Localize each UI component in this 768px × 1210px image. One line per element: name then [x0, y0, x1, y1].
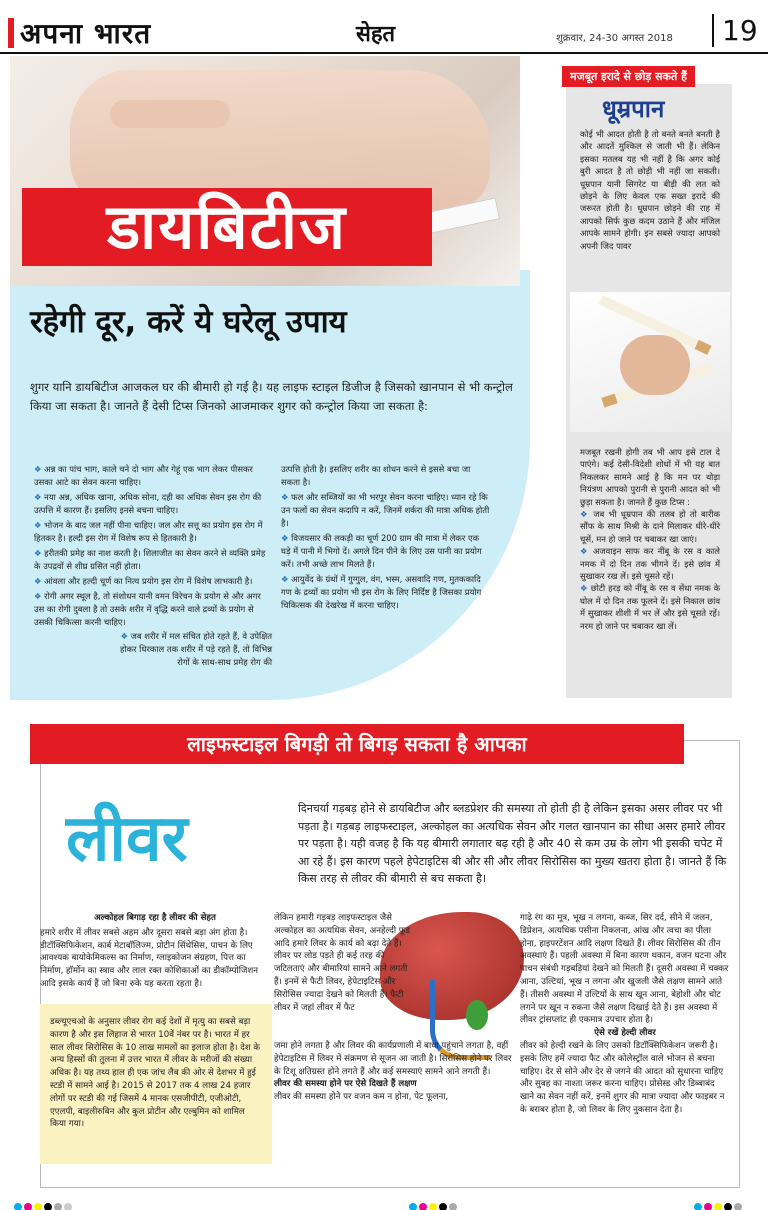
page-number: 19 — [712, 14, 758, 47]
liver-headline: लीवर — [66, 802, 188, 876]
sidebar-tip: ❖ अजवाइन साफ कर नींबू के रस व काले नमक में दो दिन तक भीगने दें। इसे छांव में सुखाकर रख लें। इसे चूसते रहें। — [580, 546, 720, 582]
tips-column-b — [281, 463, 491, 614]
tip-item: ❖ रोगी अगर स्थूल है, तो संशोधन यानी वमन विरेचन के प्रयोग से और अगर उस का रोगी दुबला है तो उसके शरीर में वृद्धि करने वाले द्रव्यों के प्रयोग से उसकी चिकित्सा करनी चाहिए। — [34, 591, 261, 627]
tip-item: ❖ आंवला और हल्दी चूर्ण का नित्य प्रयोग इस रोग में विशेष लाभकारी है। — [34, 576, 253, 586]
gallbladder-illustration — [466, 1000, 488, 1030]
tip-item: ❖ हरीतकी प्रमेह का नाश करती है। शिलाजीत का सेवन करने से व्यक्ति प्रमेह के उपद्रवों से शीघ्र ग्रसित नहीं होता। — [34, 548, 266, 571]
tip-item: ❖ नया अन्न, अधिक खाना, अधिक सोना, दही का अधिक सेवन इस रोग की उत्पत्ति में कारण हैं। इसलिए इनसे बचना चाहिए। — [34, 492, 262, 515]
liver-column-1 — [40, 912, 270, 991]
sidebar-paragraph: कोई भी आदत होती है तो बनते बनते बनती है और आदतें मुश्किल से जाती भी हैं। लेकिन इसका मतलब यह भी नहीं है कि अगर कोई बुरी आदत है तो छोड़ी भी नहीं जा सकती। धूम्रपान यानी सिगरेट या बीड़ी की लत को छोड़ने के लिए केवल एक सख्त इरादे की जरूरत होती है। धूम्रपान छोड़ने की राह में आपको सिर्फ कुछ कदम उठाने हैं और मंजिल आपके सामने होगी। इन सबसे ज्यादा आपको अपनी जिद पावर — [580, 129, 720, 251]
liver-col3-text: गाढ़े रंग का मूत्र, भूख न लगना, कब्ज, सिर दर्द, सीने में जलन, डिप्रेशन, अत्यधिक पसीना निकलना, आंख और त्वचा का पीला होना, हाइपरटेंशन आदि लक्षण दिखते हैं। लीवर सिरोसिस की तीन अवस्थाएं हैं। पहली अवस्था में बिना कारण थकान, वजन घटना और पाचन संबंधी गड़बड़ियां देखने को मिलती हैं। दूसरी अवस्था में चक्कर आना, उल्टियां, भूख न लगना और खुजली जैसे लक्षण सामने आते हैं। तीसरी अवस्था में उल्टियों के साथ खून आना, बेहोशी और चोट लगने पर खून न रुकना जैसे लक्षण दिखाई देते हैं। इस अवस्था में लीवर ट्रांसप्लांट ही एकमात्र उपचार होता है। — [520, 913, 729, 1026]
print-registration-marks — [0, 1196, 768, 1206]
liver-stats-box: डब्ल्यूएचओ के अनुसार लीवर रोग कई देशों में मृत्यु का सबसे बड़ा कारण है और इस लिहाज से भारत 10वें नंबर पर है। भारत में हर साल लीवर सिरोसिस के 10 लाख मामलों का इलाज होता है। देश के अन्य हिस्सों की तुलना में उत्तर भारत में लीवर के मरीजों की संख्या अधिक है। यह तथ्य हाल ही एक जांच लैब की ओर से देशभर में हुई स्टडी में सामने आई है। 2015 से 2017 तक 4 लाख 24 हजार लोगों पर स्टडी की गई जिसमें 4 मानक एसजीपीटी, एजीओटी, एएलपी, बाइलीरुबिन और कुल प्रोटीन और एल्बुमिन को शामिल किया गया। — [40, 1004, 272, 1164]
liver-intro: दिनचर्या गड़बड़ होने से डायबिटीज और ब्लडप्रेशर की समस्या तो होती ही है लेकिन इसका असर लीवर पर भी पड़ता है। गड़बड़ लाइफस्टाइल, अल्कोहल का अत्यधिक सेवन और गलत खानपान का सीधा असर हमारे लीवर पर पड़ता है। यही वजह है कि यह बीमारी लगातार बढ़ रही है और 40 से कम उम्र के लोग भी इसकी चपेट में आ रहे हैं। इस कारण पहले हेपेटाइटिस बी और सी और लीवर सिरोसिस का मुख्य खतरा होता है। जानते हैं कि किस तरह से लीवर की बीमारी से बच सकता है। — [298, 802, 727, 886]
healthy-liver-heading: ऐसे रखें हेल्दी लीवर — [594, 1028, 656, 1039]
sidebar-text: मजबूत रखनी होगी तब भी आप इसे टाल दे पाएंगे। कई देसी-विदेशी शोधों में भी यह बात निकलकर सामने आई है कि मन पर थोड़ा नियंत्रण आपको पुरानी से पुरानी आदत को भी छुड़ा सकता है। जानते हैं कुछ टिप्स : — [580, 447, 720, 507]
liver-banner: लाइफस्टाइल बिगड़ी तो बिगड़ सकता है आपका — [30, 724, 684, 764]
fist-illustration — [620, 335, 690, 395]
sidebar-kicker: मजबूत इरादे से छोड़ सकते हैं — [562, 66, 695, 87]
liver-column-2b — [274, 1040, 518, 1104]
tips-column-a-tail: ❖ जब शरीर में मल संचित होते रहते हैं, वे उपेक्षित होकर धिरकाल तक शरीर में पड़े रहते हैं, तो विभिन्न रोगों के साथ-साथ प्रमेह रोग की — [120, 631, 272, 667]
liver-column-2: लेकिन हमारी गड़बड़ लाइफस्टाइल जैसे अल्कोहल का अत्यधिक सेवन, अनहेल्दी फूड आदि हमारे लिवर के कार्य को बढ़ा देते हैं। लीवर पर लोड पड़ते ही कई तरह की जटिलताएं और बीमारियां सामने आने लगती हैं। इनमें से फैटी लिवर, हेपेटाइटिस और सिरोसिस ज्यादा देखने को मिलती हैं। फैटी लीवर में जहां लीवर में फैट — [274, 913, 410, 1013]
header-rule — [0, 52, 768, 54]
masthead: अपना भारत — [20, 17, 152, 50]
article-intro: शुगर यानि डायबिटीज आजकल घर की बीमारी हो गई है। यह लाइफ स्टाइल डिजीज है जिसको खानपान से भी कन्ट्रोल किया जा सकता है। जानते हैं देसी टिप्स जिनको आजमाकर शुगर को कन्ट्रोल किया जा सकता है: — [30, 380, 513, 413]
finger-illustration — [110, 100, 230, 128]
tips-column-a — [34, 463, 270, 631]
sidebar-tip: ❖ छोटी हरड़ को नींबू के रस व सेंधा नमक के घोल में दो दिन तक फूलने दें। इसे निकाल छांव में सुखाकर शीशी में भर लें और इसे चूसते रहें। नरम हो जाने पर चबाकर खा लें। — [580, 583, 721, 631]
issue-date: शुक्रवार, 24-30 अगस्त 2018 — [556, 33, 673, 44]
liver-col2b-tail: लीवर की समस्या होने पर वजन कम न होना, पेट फूलना, — [274, 1092, 449, 1103]
headline-diabetes: डायबिटीज — [22, 188, 432, 266]
liver-symptoms-heading: लीवर की समस्या होने पर ऐसे दिखते हैं लक्षण — [274, 1079, 417, 1090]
liver-col2b-text: जमा होने लगता है और लिवर की कार्यप्रणाली में बाधा पहुंचाने लगता है, वहीं हेपेटाइटिस में लिवर में संक्रमण से सूजन आ जाती है। सिरोसिस होने पर लिवर के टिशू क्षतिग्रस्त होने लगते हैं और कई समस्याएं सामने आने लगती हैं। — [274, 1041, 512, 1077]
tip-item: उत्पत्ति होती है। इसलिए शरीर का शोधन करने से इससे बचा जा सकता है। — [281, 464, 471, 487]
liver-col1-heading: अल्कोहल बिगाड़ रहा है लीवर की सेहत — [94, 913, 216, 923]
liver-col3b-text: लीवर को हेल्दी रखने के लिए उसको डिटॉक्सिफिकेशन जरूरी है। इसके लिए हमें ज्यादा फैट और कोलेस्ट्रॉल वाले भोजन से बचना चाहिए। देर से सोने और देर से जगने की आदत को सुधारना चाहिए और सुबह का नाश्ता जरूर करना चाहिए। प्रोसेस्ड और डिब्बाबंद खाने का सेवन नहीं करें, इनमें शुगर की मात्रा ज्यादा और फाइबर न के बराबर होता है, जो लिवर के लिए नुकसान देता है। — [520, 1040, 725, 1115]
liver-column-3 — [520, 912, 730, 1117]
tip-item: ❖ विजयसार की लकड़ी का चूर्ण 200 ग्राम की मात्रा में लेकर एक घड़े में पानी में भिगो दें। अगले दिन पीने के लिए उस पानी का प्रयोग करें। तभी अच्छे लाभ मिलते हैं। — [281, 533, 482, 569]
sidebar-paragraph-2 — [580, 446, 720, 632]
tip-item: ❖ आयुर्वेद के ग्रंथों में गुग्गुल, वंग, भस्म, असवादि गण, मुतककादि गण के द्रव्यों का प्रयोग भी इस रोग के लिए निर्दिष्ट है जिसका प्रयोग चिकित्सक की देखरेख में करना चाहिए। — [281, 574, 482, 610]
sidebar-tip: ❖ जब भी धूम्रपान की तलब हो तो बारीक सौंफ के साथ मिश्री के दाने मिलाकर धीरे-धीरे चूसें, मन हो जाने पर चबाकर खा जाएं। — [580, 509, 721, 544]
sidebar-title: धूम्रपान — [602, 95, 665, 123]
tip-item: ❖ भोजन के बाद जल नहीं पीना चाहिए। जल और सत्तू का प्रयोग इस रोग में हितकर है। हल्दी इस रोग में विशेष रूप से हितकारी है। — [34, 520, 263, 543]
tip-item: ❖ अन्न का पांच भाग, काले चने दो भाग और गेहूं एक भाग लेकर पीसकर उसका आटे का सेवन करना चाहिए। — [34, 464, 253, 487]
subheadline: रहेगी दूर, करें ये घरेलू उपाय — [30, 304, 347, 340]
section-title: सेहत — [356, 22, 396, 47]
liver-col1-text: हमारे शरीर में लीवर सबसे अहम और दूसरा सबसे बड़ा अंग होता है। डीटॉक्सिफिकेशन, कार्ब मेटाबॉलिज्म, प्रोटीन सिंथेसिस, पाचन के लिए आवश्यक बायोकेमिकल्स का निर्माण, ग्लाइकोजन संग्रहण, पित्त का निर्माण, हॉर्मोन का स्त्राव और लाल रक्त कोशिकाओं का डीकॉम्पोजिशन आदि इसके कार्य हैं जो बिना रुके यह करता रहता है। — [40, 927, 258, 989]
tip-item: ❖ फल और सब्जियों का भी भरपूर सेवन करना चाहिए। ध्यान रहे कि उन फलों का सेवन कदापि न करें, जिनमें शर्करा की मात्रा अधिक होती है। — [281, 492, 490, 528]
masthead-accent — [8, 18, 14, 48]
